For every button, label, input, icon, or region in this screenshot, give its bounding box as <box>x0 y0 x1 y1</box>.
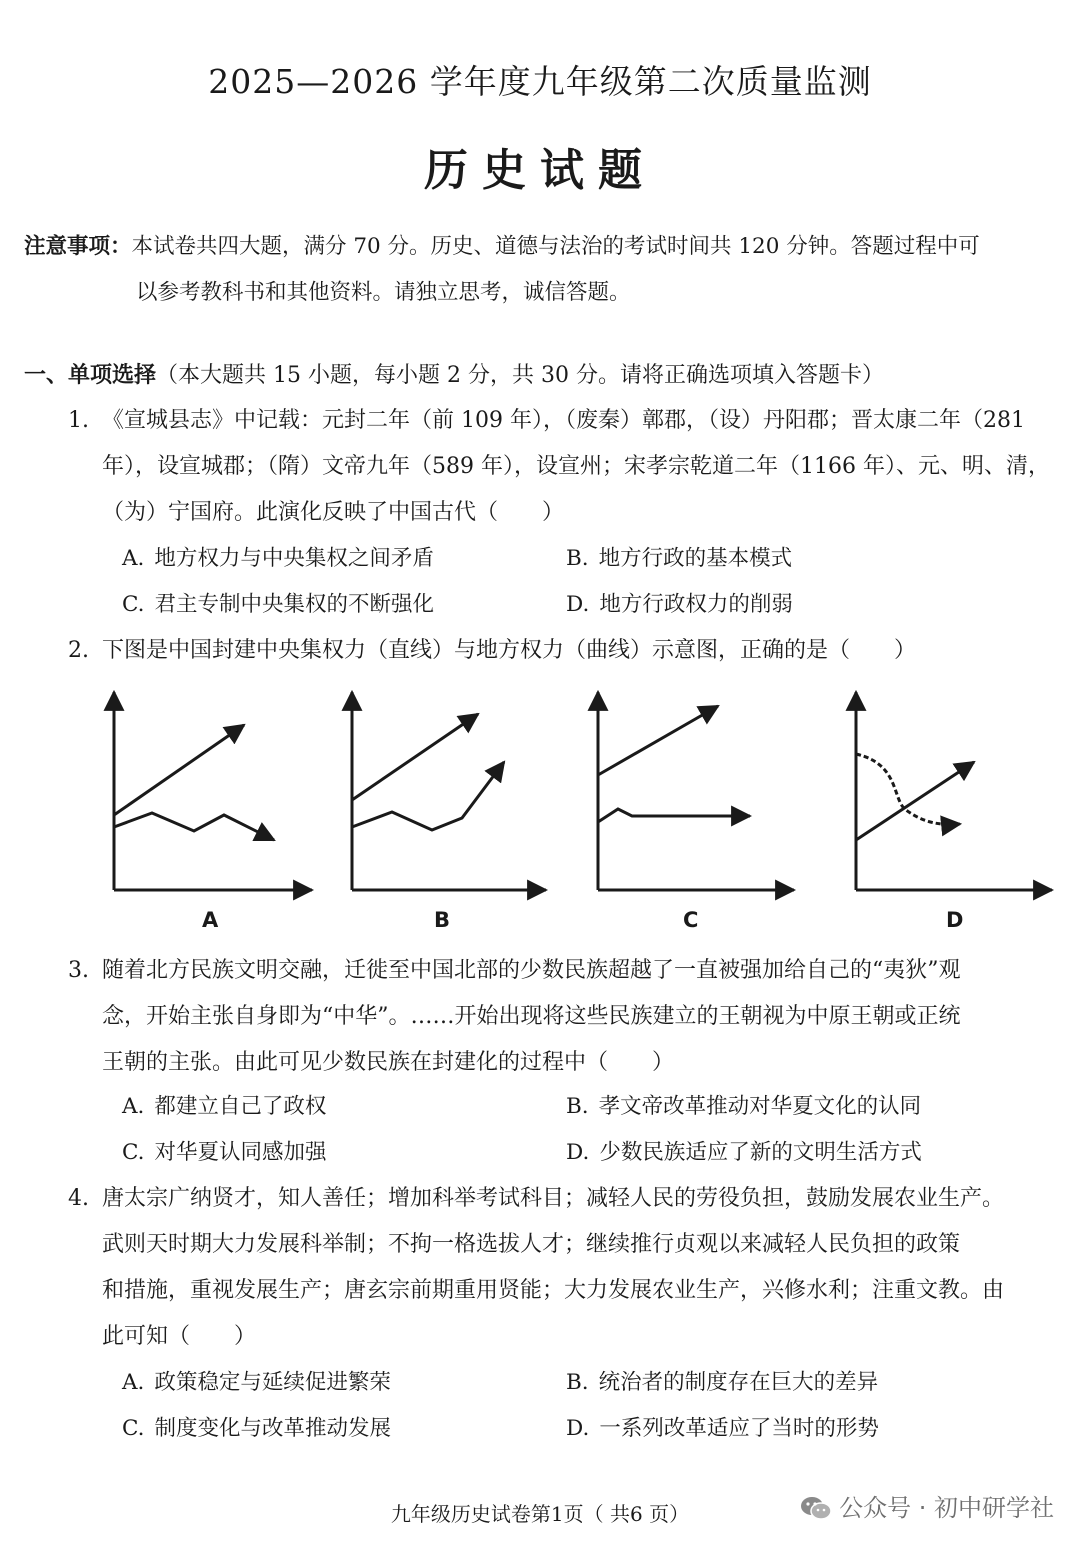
graph-c <box>598 692 794 890</box>
section-desc: （本大题共 15 小题，每小题 2 分，共 30 分。请将正确选项填入答题卡） <box>156 363 884 388</box>
option-1b: B. 地方行政的基本模式 <box>566 546 793 571</box>
question-number: 3. <box>68 958 89 983</box>
option-3c: C. 对华夏认同感加强 <box>122 1140 327 1165</box>
notice-line-1: 本试卷共四大题，满分 70 分。历史、道德与法治的考试时间共 120 分钟。答题过程中可 <box>131 234 980 259</box>
option-1c: C. 君主专制中央集权的不断强化 <box>122 592 435 617</box>
notice-label: 注意事项： <box>24 234 132 259</box>
graph-c-central-line <box>598 706 718 775</box>
question-number: 2. <box>68 638 89 663</box>
question-stem-line: 年），设宣城郡；（隋）文帝九年（589 年），设宣州；宋孝宗乾道二年（1166 年）、元、明、清， <box>102 454 1050 479</box>
graph-c-local-curve <box>598 809 750 822</box>
watermark <box>799 1488 1054 1523</box>
question-4 <box>68 1176 1058 1360</box>
wechat-icon <box>799 1495 833 1521</box>
exam-title: 2025—2026 学年度九年级第二次质量监测 <box>208 62 872 101</box>
question-stem-line: 下图是中国封建中央集权力（直线）与地方权力（曲线）示意图，正确的是（ ） <box>102 638 917 663</box>
question-stem-line: 此可知（ ） <box>102 1324 257 1349</box>
option-1d: D. 地方行政权力的削弱 <box>566 592 793 617</box>
graph-b-local-curve <box>352 762 504 830</box>
question-stem-line: （为）宁国府。此演化反映了中国古代（ ） <box>102 500 565 525</box>
question-1 <box>68 398 1058 536</box>
graph-a <box>114 692 312 890</box>
option-4b: B. 统治者的制度存在巨大的差异 <box>566 1370 879 1395</box>
option-3d: D. 少数民族适应了新的文明生活方式 <box>566 1140 922 1165</box>
graph-d-local-curve <box>856 754 960 824</box>
graph-label-b: B <box>434 908 451 932</box>
section-label: 一、单项选择 <box>24 363 157 388</box>
graph-label-d: D <box>946 908 964 932</box>
question-number: 4. <box>68 1186 89 1211</box>
page-footer: 九年级历史试卷第1页（ 共6 页） <box>390 1502 690 1526</box>
section-heading <box>24 356 884 396</box>
question-stem-line: 念，开始主张自身即为“中华”。……开始出现将这些民族建立的王朝视为中原王朝或正统 <box>102 1004 961 1029</box>
question-stem-line: 武则天时期大力发展科举制；不拘一格选拔人才；继续推行贞观以来减轻人民负担的政策 <box>102 1232 961 1257</box>
option-1a: A. 地方权力与中央集权之间矛盾 <box>122 546 434 571</box>
graph-a-local-curve <box>114 813 274 840</box>
option-4d: D. 一系列改革适应了当时的形势 <box>566 1416 879 1441</box>
question-stem-line: 随着北方民族文明交融，迁徙至中国北部的少数民族超越了一直被强加给自己的“夷狄”观 <box>102 958 961 983</box>
option-3b: B. 孝文帝改革推动对华夏文化的认同 <box>566 1094 922 1119</box>
notice-block <box>24 224 1064 316</box>
question-2 <box>68 628 1058 674</box>
graph-a-central-line <box>114 725 244 815</box>
option-4a: A. 政策稳定与延续促进繁荣 <box>122 1370 391 1395</box>
question-stem-line: 和措施，重视发展生产；唐玄宗前期重用贤能；大力发展农业生产，兴修水利；注重文教。由 <box>102 1278 1005 1303</box>
watermark-text: 公众号 · 初中研学社 <box>839 1494 1054 1522</box>
graph-label-c: C <box>683 908 699 932</box>
option-3a: A. 都建立自己了政权 <box>122 1094 327 1119</box>
graph-d-central-line <box>856 762 974 840</box>
question-number: 1. <box>68 408 89 433</box>
graph-label-a: A <box>202 908 219 932</box>
notice-line-2: 以参考教科书和其他资料。请独立思考，诚信答题。 <box>136 280 631 305</box>
question-stem-line: 《宣城县志》中记载：元封二年（前 109 年），（废秦）鄣郡，（设）丹阳郡；晋太康二年（281 <box>102 408 1025 433</box>
subject-title: 历史试题 <box>424 145 656 196</box>
graph-b <box>352 692 546 890</box>
question-stem-line: 唐太宗广纳贤才，知人善任；增加科举考试科目；减轻人民的劳役负担，鼓励发展农业生产。 <box>102 1186 1005 1211</box>
power-diagrams <box>0 680 1080 940</box>
graph-d <box>856 692 1052 890</box>
option-4c: C. 制度变化与改革推动发展 <box>122 1416 392 1441</box>
question-3 <box>68 948 1058 1086</box>
question-stem-line: 王朝的主张。由此可见少数民族在封建化的过程中（ ） <box>102 1050 675 1075</box>
graph-b-central-line <box>352 714 478 800</box>
